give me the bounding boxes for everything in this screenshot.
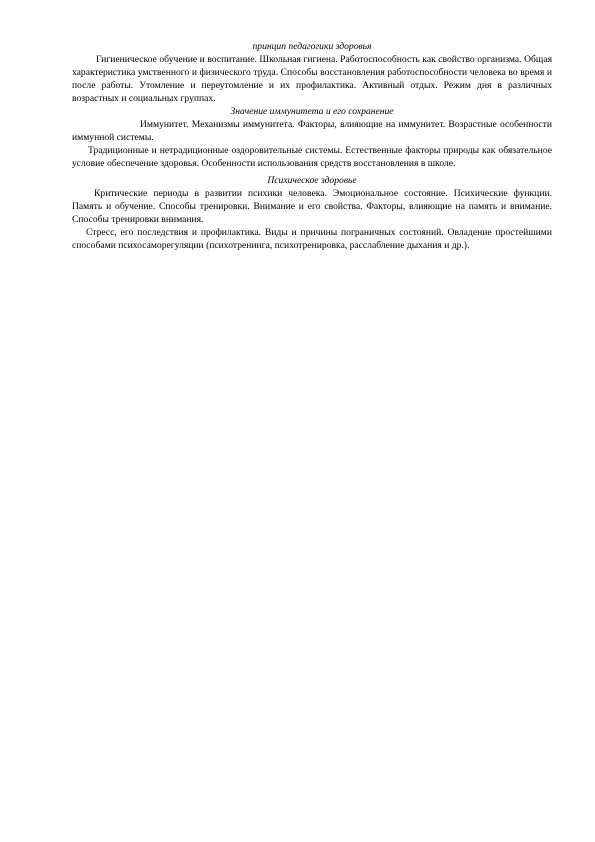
section-pedagogy — [72, 40, 552, 105]
document-page — [72, 40, 552, 252]
section-mental-health — [72, 174, 552, 252]
paragraph: Традиционные и нетрадиционные оздоровительные системы. Естественные факторы природы как обязательное условие обеспечение здоровья. Особенности использования средств восстановления в школе. — [72, 145, 552, 169]
section-heading: Значение иммунитета и его сохранение — [230, 106, 394, 117]
paragraph: Иммунитет. Механизмы иммунитета. Факторы, влияющие на иммунитет. Возрастные особенности иммунной системы. — [72, 119, 552, 143]
section-immunity — [72, 105, 552, 170]
section-heading: принцип педагогики здоровья — [252, 41, 372, 52]
paragraph: Гигиеническое обучение и воспитание. Школьная гигиена. Работоспособность как свойство организма. Общая характеристика умственного и физического труда. Способы восстановления работоспособности человека во время и после работы. Утомление и переутомление и их профилактика. Активный отдых. Режим дня в различных возрастных и социальных группах. — [72, 54, 552, 104]
paragraph: Критические периоды в развитии психики человека. Эмоциональное состояние. Психические функции. Память и обучение. Способы тренировки. Внимание и его свойства. Факторы, влияющие на память и внимание. Способы тренировки внимания. — [72, 188, 552, 225]
paragraph: Стресс, его последствия и профилактика. Виды и причины пограничных состояний. Овладение простейшими способами психосаморегуляции (психотренинга, психотренировка, расслабление дыхания и др.). — [72, 227, 552, 251]
section-heading: Психическое здоровье — [267, 175, 357, 186]
